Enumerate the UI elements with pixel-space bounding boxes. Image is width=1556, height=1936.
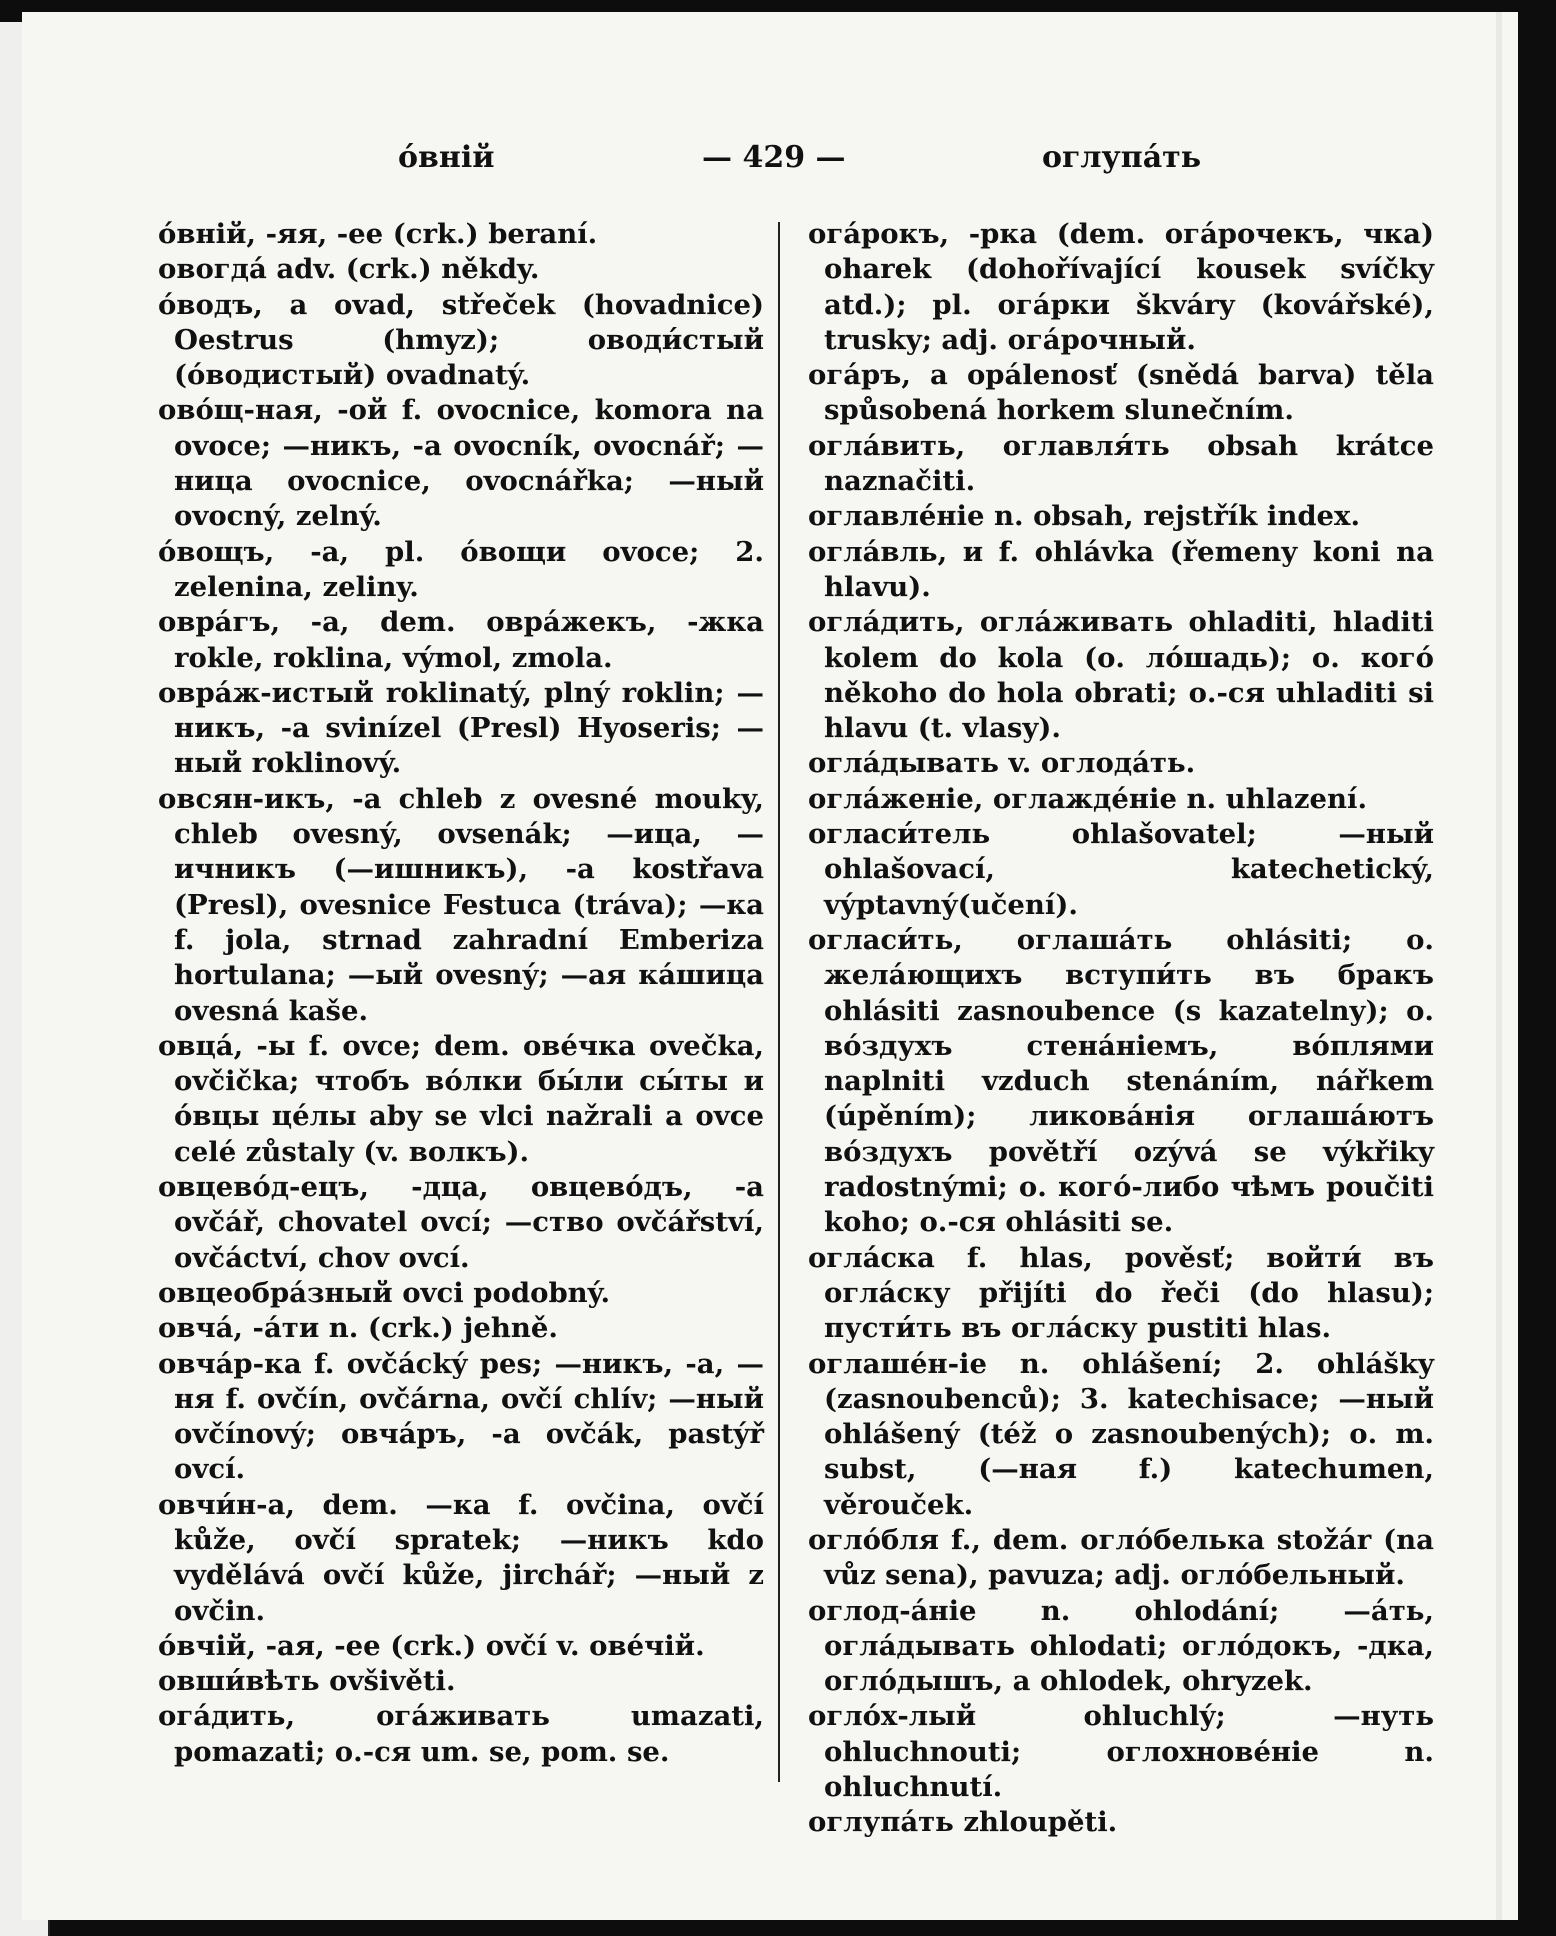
dictionary-entry: овцá, -ы f. ovce; dem. овéчка ovečka, ovčička; чтобъ вóлки бы́ли сы́ты и óвцы цéлы aby se vlci nažrali a ovce celé zůstaly (v. волкъ). [158, 1029, 764, 1168]
dictionary-entry: огáрокъ, -рка (dem. огáрочекъ, чка) oharek (dohořívající kousek svíčky atd.); pl. огáрки škváry (kovářské), trusky; adj. огáрочный. [808, 218, 1434, 356]
page-edge [1496, 12, 1502, 1920]
dictionary-entry: овóщ-ная, -ой f. ovocnice, komora na ovoce; —никъ, -a ovocník, ovocnář; —ница ovocnice, ovocnářka; —ный ovocný, zelný. [158, 394, 764, 533]
dictionary-entry: овсян-икъ, -a chleb z ovesné mouky, chleb ovesný, ovsenák; —ица, —ичникъ (—ишникъ), -a kostřava (Presl), ovesnice Festuca (tráva); —ка f. jola, strnad zahradní Emberiza hortulana; —ый ovesný; —ая кáшица ovesná kaše. [158, 782, 764, 1027]
dictionary-entry: овчá, -áти n. (crk.) jehně. [158, 1312, 558, 1345]
dictionary-entry: оглаcи́тель ohlašovatel; —ный ohlašovací, katechetický, výptavný(učení). [808, 818, 1434, 921]
right-column [808, 217, 1434, 1841]
dictionary-entry: óвчій, -ая, -ее (crk.) ovčí v. овéчій. [158, 1629, 705, 1662]
dictionary-entry: оглáвить, оглавля́ть obsah krátce naznačiti. [808, 429, 1434, 498]
dictionary-entry: оврáгъ, -a, dem. оврáжекъ, -жка rokle, roklina, výmol, zmola. [158, 606, 764, 674]
dictionary-entry: óвній, -яя, -ее (crk.) beraní. [158, 218, 598, 250]
dictionary-entry: овцевóд-ецъ, -дца, овцевóдъ, -a ovčář, chovatel ovcí; —ство ovčářství, ovčáctví, chov ovcí. [158, 1171, 764, 1274]
dictionary-entry: оглáдывать v. оглодáть. [808, 747, 1196, 780]
dictionary-entry: оглаcи́ть, оглашáть ohlásiti; о. желáющихъ вступи́ть въ бракъ ohlásiti zasnoubence (s kazatelny); о. вóздухъ стенáніемъ, вóплями naplniti vzduch stenáním, nářkem (úpěním); ликовáнія оглашáютъ вóздухъ povětří ozývá se výkřiky radostnými; о. когó-либо чѣмъ poučiti koho; о.-ся ohlásiti se. [808, 923, 1434, 1239]
dictionary-entry: оглóбля f., dem. оглóбелька stožár (na vůz sena), pavuza; adj. оглóбельный. [808, 1523, 1434, 1592]
dictionary-entry: оглод-áніе n. ohlodání; —áть, оглáдывать ohlodati; оглóдокъ, -дка, оглóдышъ, a ohlodek, ohryzek. [808, 1594, 1434, 1698]
header-first-word: óвній [398, 140, 495, 175]
left-column [158, 217, 764, 1770]
page-number: — 429 — [702, 140, 846, 175]
dictionary-page [22, 12, 1518, 1920]
dictionary-entry: оврáж-истый roklinatý, plný roklin; —никъ, -a svinízel (Presl) Hyoseris; —ный roklinový. [158, 676, 764, 780]
dictionary-entry: оглашéн-іе n. ohlášení; 2. ohlášky (zasnoubenců); 3. katechisace; —ный ohlášený (též o zasnoubených); о. m. subst, (—ная f.) katechumen, věrouček. [808, 1347, 1434, 1521]
dictionary-entry: огáдить, огáживать umazati, pomazati; о.-ся um. se, pom. se. [158, 1700, 764, 1768]
dictionary-entry: оглóх-лый ohluchlý; —нуть ohluchnouti; оглохновéніе n. ohluchnutí. [808, 1700, 1434, 1804]
page-header [22, 140, 1518, 190]
dictionary-entry: оглупáть zhloupěti. [808, 1806, 1118, 1839]
dictionary-entry: овогдá adv. (crk.) někdy. [158, 253, 540, 286]
dictionary-entry: овцеобрáзный ovci podobný. [158, 1276, 611, 1309]
dictionary-entry: овши́вѣть ovšivěti. [158, 1665, 456, 1698]
header-last-word: оглупáть [1042, 140, 1202, 175]
dictionary-entry: овчи́н-а, dem. —ка f. ovčina, ovčí kůže, ovčí spratek; —никъ kdo vydělává ovčí kůže, jirchář; —ный z ovčin. [158, 1488, 764, 1627]
dictionary-entry: óвощъ, -a, pl. óвощи ovoce; 2. zelenina, zeliny. [158, 535, 764, 603]
dictionary-entry: оглáдить, оглáживать ohladiti, hladiti kolem do kola (о. лóшадь); о. когó někoho do hola obrati; о.-ся uhladiti si hlavu (t. vlasy). [808, 606, 1434, 745]
dictionary-entry: оглáска f. hlas, pověsť; войти́ въ оглáску přijíti do řeči (do hlasu); пусти́ть въ оглáску pustiti hlas. [808, 1241, 1434, 1345]
dictionary-entry: огáръ, a opálenosť (snědá barva) těla spůsobená horkem slunečním. [808, 359, 1434, 427]
dictionary-entry: оглавлéніе n. obsah, rejstřík index. [808, 500, 1361, 533]
dictionary-entry: овчáр-ка f. ovčácký pes; —никъ, -a, —ня f. ovčín, ovčárna, ovčí chlív; —ный ovčínový; овчáръ, -a ovčák, pastýř ovcí. [158, 1347, 764, 1486]
column-divider [778, 222, 780, 1782]
dictionary-entry: оглáженіе, оглаждéніе n. uhlazení. [808, 782, 1368, 815]
dictionary-entry: óводъ, a ovad, střeček (hovadnice) Oestrus (hmyz); оводи́стый (óводистый) ovadnatý. [158, 288, 764, 392]
dictionary-entry: оглáвль, и f. ohlávka (řemeny koni na hlavu). [808, 535, 1434, 603]
